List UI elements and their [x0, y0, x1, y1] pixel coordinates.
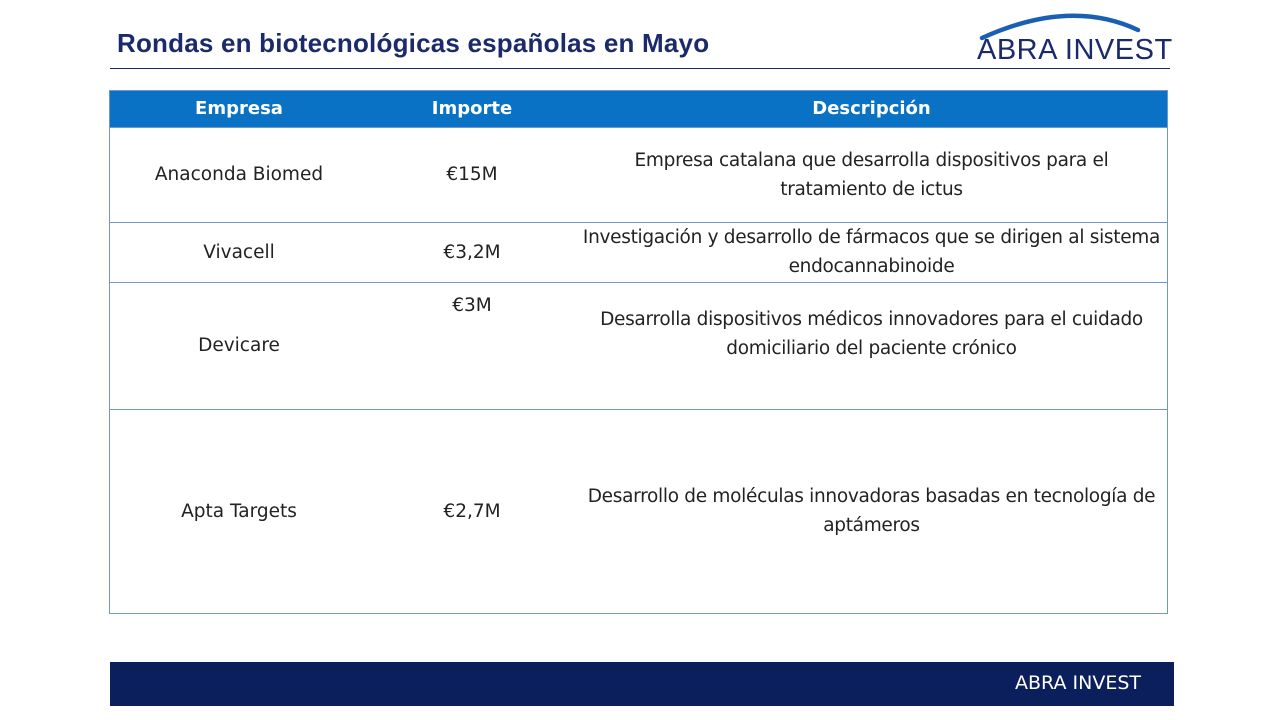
table-header-row — [110, 91, 1167, 127]
company-cell: Apta Targets — [110, 409, 368, 613]
title-divider — [110, 68, 1170, 69]
table-row — [110, 127, 1167, 222]
table-row — [110, 222, 1167, 282]
description-cell: Desarrolla dispositivos médicos innovadores para el cuidado domiciliario del paciente crónico — [576, 282, 1167, 409]
amount-cell: €3M — [368, 282, 576, 409]
amount-cell: €2,7M — [368, 409, 576, 613]
description-cell: Empresa catalana que desarrolla dispositivos para el tratamiento de ictus — [576, 127, 1167, 222]
description-cell: Desarrollo de moléculas innovadoras basadas en tecnología de aptámeros — [576, 409, 1167, 613]
funding-rounds-table — [109, 90, 1168, 614]
footer-brand: ABRA INVEST — [1015, 672, 1141, 694]
amount-cell: €15M — [368, 127, 576, 222]
company-cell: Vivacell — [110, 222, 368, 282]
table-row — [110, 282, 1167, 409]
logo-text: ABRA INVEST — [977, 34, 1173, 66]
page-title: Rondas en biotecnológicas españolas en Mayo — [117, 28, 710, 58]
footer-bar — [110, 662, 1174, 706]
company-cell: Anaconda Biomed — [110, 127, 368, 222]
company-cell: Devicare — [110, 282, 368, 409]
column-header-empresa: Empresa — [195, 98, 283, 120]
column-header-descripcion: Descripción — [812, 98, 931, 120]
column-header-importe: Importe — [431, 98, 513, 120]
abra-invest-logo — [970, 4, 1173, 66]
table-row — [110, 409, 1167, 613]
description-cell: Investigación y desarrollo de fármacos que se dirigen al sistema endocannabinoide — [576, 222, 1167, 282]
amount-cell: €3,2M — [368, 222, 576, 282]
